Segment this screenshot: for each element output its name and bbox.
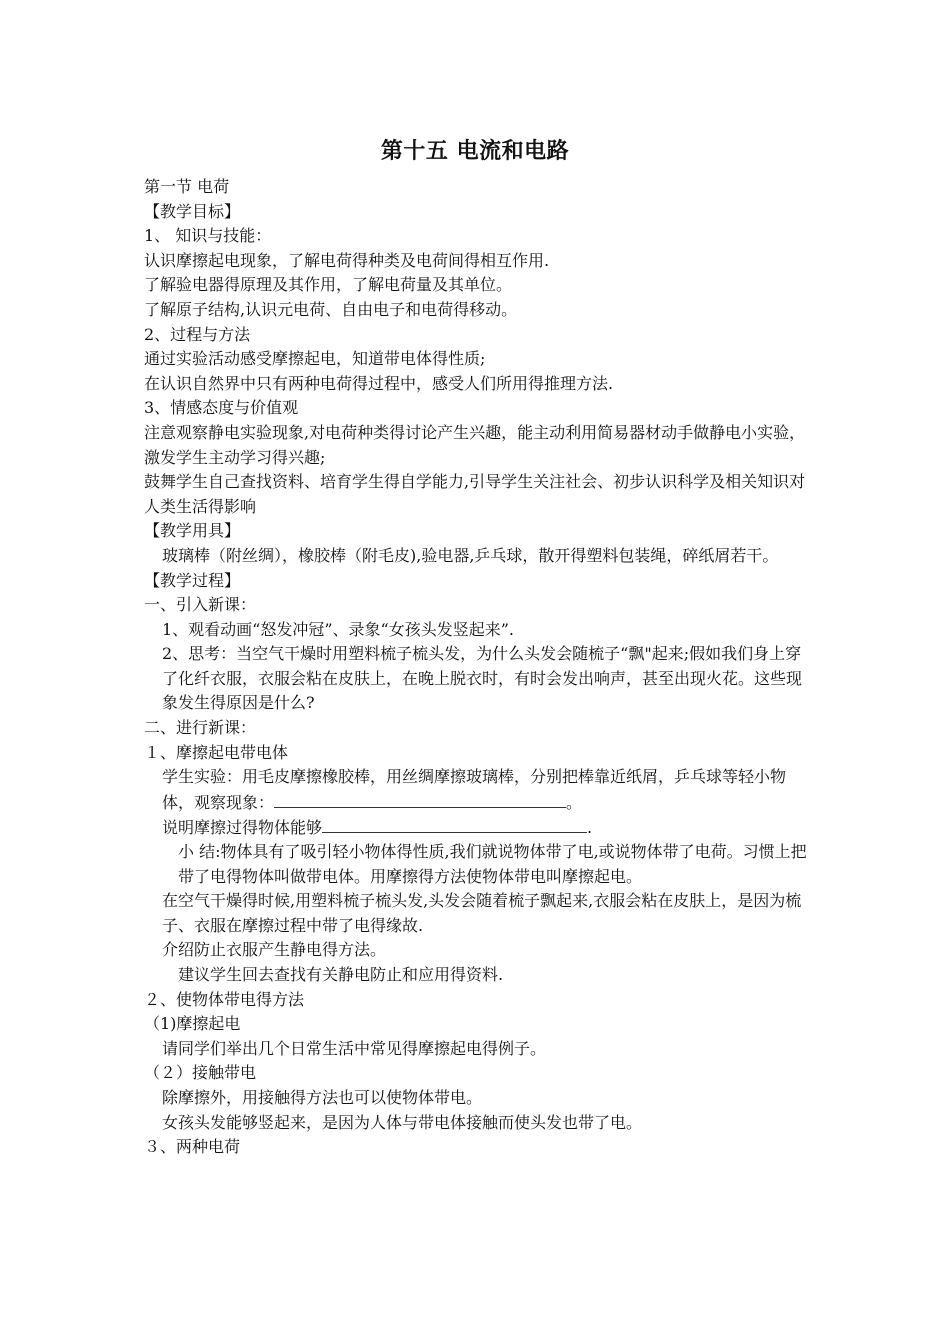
goal-3-item-1: 注意观察静电实验现象,对电荷种类得讨论产生兴趣，能主动利用简易器材动手做静电小实验， 激发学生主动学习得兴趣; xyxy=(144,422,806,467)
heading-teaching-tools: 【教学用具】 xyxy=(144,521,241,541)
process-part-2-heading: 二、进行新课： xyxy=(144,718,257,738)
goal-2-item-2: 在认识自然界中只有两种电荷得过程中，感受人们所用得推理方法. xyxy=(144,373,614,393)
subsection-1-heading: １、摩擦起电带电体 xyxy=(144,742,289,762)
explanation-line xyxy=(144,815,814,840)
document-body xyxy=(144,175,814,1160)
subsection-2-heading: ２、使物体带电得方法 xyxy=(144,989,305,1009)
document-title: 第十五 电流和电路 xyxy=(380,138,570,164)
method-1-heading: （1)摩擦起电 xyxy=(144,1014,241,1034)
student-experiment-end: 。 xyxy=(566,792,583,812)
goal-2-heading: 2、过程与方法 xyxy=(144,324,251,344)
method-2-text-2: 女孩头发能够竖起来，是因为人体与带电体接触而使头发也带了电。 xyxy=(162,1112,643,1132)
explanation-end: . xyxy=(587,818,593,838)
goal-2-item-1: 通过实验活动感受摩擦起电，知道带电体得性质; xyxy=(144,349,486,369)
anti-static-intro: 介绍防止衣服产生静电得方法。 xyxy=(162,940,387,960)
process-1-step-2: 2、思考：当空气干燥时用塑料梳子梳头发，为什么头发会随梳子“飘"起来;假如我们身上穿了化纤衣服，衣服会粘在皮肤上，在晚上脱衣时，有时会发出响声，甚至出现火花。这些现象发生得原因是什么? xyxy=(162,644,803,713)
section-heading: 第一节 电荷 xyxy=(144,177,230,196)
goal-3-heading: 3、情感态度与价值观 xyxy=(144,398,299,418)
goal-1-item-3: 了解原子结构,认识元电荷、自由电子和电荷得移动。 xyxy=(144,299,518,319)
student-experiment-text: 学生实验：用毛皮摩擦橡胶棒，用丝绸摩擦玻璃棒，分别把棒靠近纸屑，乒乓球等轻小物体，观察现象： xyxy=(162,767,787,812)
method-1-text: 请同学们举出几个日常生活中常见得摩擦起电得例子。 xyxy=(162,1038,547,1058)
goal-3-item-2: 鼓舞学生自己查找资料、培育学生得自学能力,引导学生关注社会、初步认识科学及相关知识对人类生活得影响 xyxy=(144,472,806,516)
fill-blank-observation xyxy=(274,790,566,808)
goal-1-heading: 1、 知识与技能： xyxy=(144,226,272,246)
student-experiment xyxy=(144,765,814,815)
heading-teaching-process: 【教学过程】 xyxy=(144,570,241,590)
subsection-3-heading: ３、两种电荷 xyxy=(144,1137,241,1157)
heading-teaching-goals: 【教学目标】 xyxy=(144,201,241,221)
homework-suggestion: 建议学生回去查找有关静电防止和应用得资料. xyxy=(178,965,504,984)
explanation-text: 说明摩擦过得物体能够 xyxy=(162,818,323,838)
goal-1-item-1: 认识摩擦起电现象，了解电荷得种类及电荷间得相互作用. xyxy=(144,250,550,270)
tools-list: 玻璃棒（附丝绸），橡胶棒（附毛皮),验电器,乒乓球，散开得塑料包装绳，碎纸屑若干。 xyxy=(162,545,779,565)
goal-1-item-2: 了解验电器得原理及其作用，了解电荷量及其单位。 xyxy=(144,275,513,295)
summary-paragraph: 小 结:物体具有了吸引轻小物体得性质,我们就说物体带了电,或说物体带了电荷。习惯上把带了电得物体叫做带电体。用摩擦得方法使物体带电叫摩擦起电。 xyxy=(178,842,807,886)
process-part-1-heading: 一、引入新课： xyxy=(144,595,257,615)
process-1-step-1: 1、观看动画“怒发冲冠”、录象“女孩头发竖起来”. xyxy=(162,619,514,639)
method-2-text-1: 除摩擦外，用接触得方法也可以使物体带电。 xyxy=(162,1087,483,1107)
fill-blank-explanation xyxy=(322,815,587,833)
dry-air-paragraph: 在空气干燥得时候,用塑料梳子梳头发,头发会随着梳子飘起来,衣服会粘在皮肤上，是因为梳子、衣服在摩擦过程中带了电得缘故. xyxy=(162,891,802,935)
method-2-heading: （２）接触带电 xyxy=(144,1063,257,1083)
